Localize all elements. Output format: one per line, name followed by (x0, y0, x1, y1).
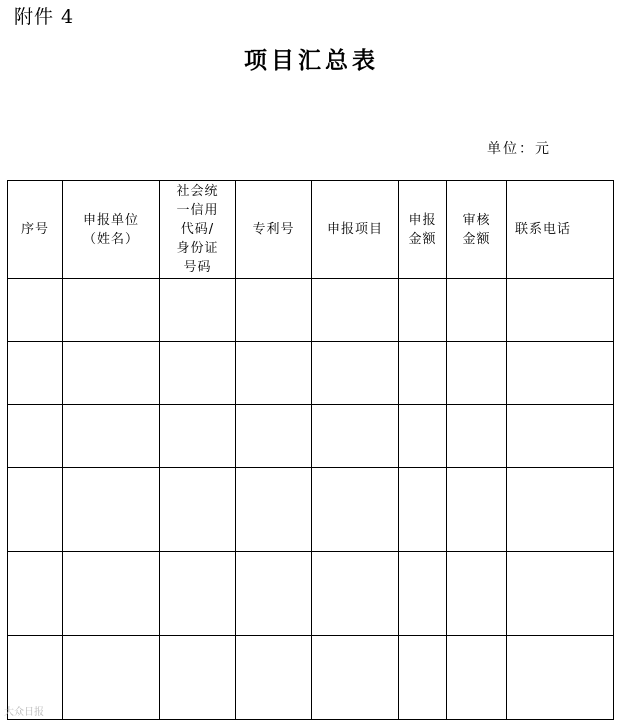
table-cell (312, 405, 399, 468)
table-cell (236, 552, 312, 636)
table-cell (447, 342, 507, 405)
table-cell (312, 279, 399, 342)
table-cell (160, 342, 236, 405)
header-applied-amount: 申报 金额 (399, 181, 447, 279)
summary-table (7, 180, 614, 720)
table-cell (399, 636, 447, 720)
table-cell (507, 405, 614, 468)
table-cell (447, 636, 507, 720)
table-cell (312, 552, 399, 636)
table-cell (8, 405, 63, 468)
table-cell (160, 552, 236, 636)
table-cell (63, 342, 160, 405)
table-cell (399, 405, 447, 468)
table-cell (160, 279, 236, 342)
table-cell (160, 636, 236, 720)
table-row (8, 468, 614, 552)
table-cell (447, 552, 507, 636)
header-applied-project: 申报项目 (312, 181, 399, 279)
table-cell (312, 636, 399, 720)
header-serial-number: 序号 (8, 181, 63, 279)
table-cell (63, 636, 160, 720)
table-cell (236, 405, 312, 468)
table-cell (399, 552, 447, 636)
table-cell (399, 468, 447, 552)
unit-label: 单位：元 (487, 141, 551, 157)
table-cell (63, 405, 160, 468)
table-cell (507, 279, 614, 342)
table-cell (236, 279, 312, 342)
header-row (8, 181, 614, 279)
header-contact-phone: 联系电话 (507, 181, 614, 279)
header-credit-code-id: 社会统 一信用 代码/ 身份证 号码 (160, 181, 236, 279)
header-applicant-unit: 申报单位 （姓名） (63, 181, 160, 279)
table-cell (160, 405, 236, 468)
table-row (8, 279, 614, 342)
table-cell (507, 636, 614, 720)
document-title: 项目汇总表 (244, 48, 379, 74)
table-cell (312, 468, 399, 552)
table-cell (507, 552, 614, 636)
attachment-label: 附件 4 (14, 6, 75, 28)
table-cell (160, 468, 236, 552)
table-cell (236, 342, 312, 405)
table-cell (447, 405, 507, 468)
table-cell (236, 468, 312, 552)
table-cell (63, 552, 160, 636)
table-row (8, 405, 614, 468)
header-approved-amount: 审核 金额 (447, 181, 507, 279)
table-cell (8, 468, 63, 552)
table-cell (8, 552, 63, 636)
table-row (8, 342, 614, 405)
table-cell (507, 342, 614, 405)
table-row (8, 636, 614, 720)
table-cell (447, 279, 507, 342)
table-cell (312, 342, 399, 405)
watermark-logo: 大众日报 (4, 707, 44, 718)
table-row (8, 552, 614, 636)
table-cell (8, 279, 63, 342)
table-cell (507, 468, 614, 552)
table-cell (63, 468, 160, 552)
table-cell (447, 468, 507, 552)
header-patent-number: 专利号 (236, 181, 312, 279)
table-cell (236, 636, 312, 720)
table-cell (8, 342, 63, 405)
table-cell (399, 279, 447, 342)
table-cell (399, 342, 447, 405)
table-cell (63, 279, 160, 342)
